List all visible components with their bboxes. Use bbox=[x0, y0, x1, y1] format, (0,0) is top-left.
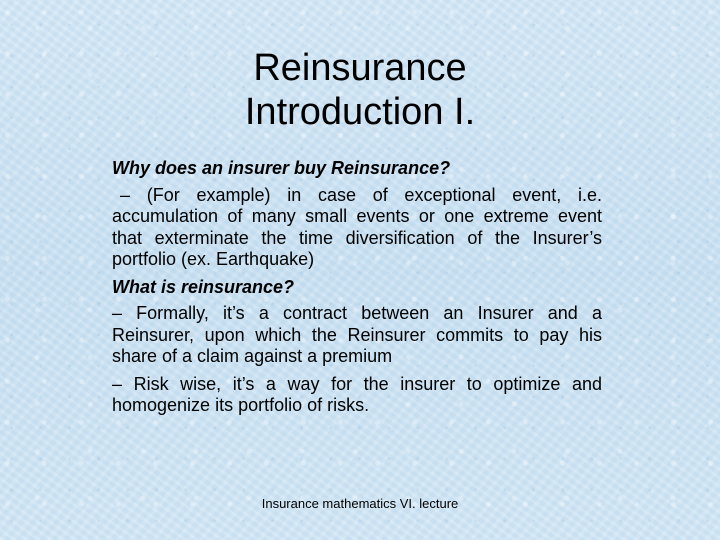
slide-body bbox=[112, 158, 602, 423]
answer-example: – (For example) in case of exceptional event, i.e. accumulation of many small events or one extreme event that exterminate the time diversification of the Insurer’s portfolio (ex. Earthquake) bbox=[112, 184, 602, 269]
title-line-2: Introduction I. bbox=[244, 91, 476, 133]
answer-formally: – Formally, it’s a contract between an Insurer and a Reinsurer, upon which the Reinsurer commits to pay his share of a claim against a premium bbox=[112, 303, 602, 366]
question-why-buy: Why does an insurer buy Reinsurance? bbox=[112, 158, 451, 178]
question-what-is: What is reinsurance? bbox=[112, 276, 295, 297]
slide-title bbox=[0, 46, 720, 134]
slide-footer: Insurance mathematics VI. lecture bbox=[261, 496, 459, 511]
answer-risk-wise: – Risk wise, it’s a way for the insurer to optimize and homogenize its portfolio of risks. bbox=[112, 373, 602, 415]
title-line-1: Reinsurance bbox=[253, 47, 467, 89]
